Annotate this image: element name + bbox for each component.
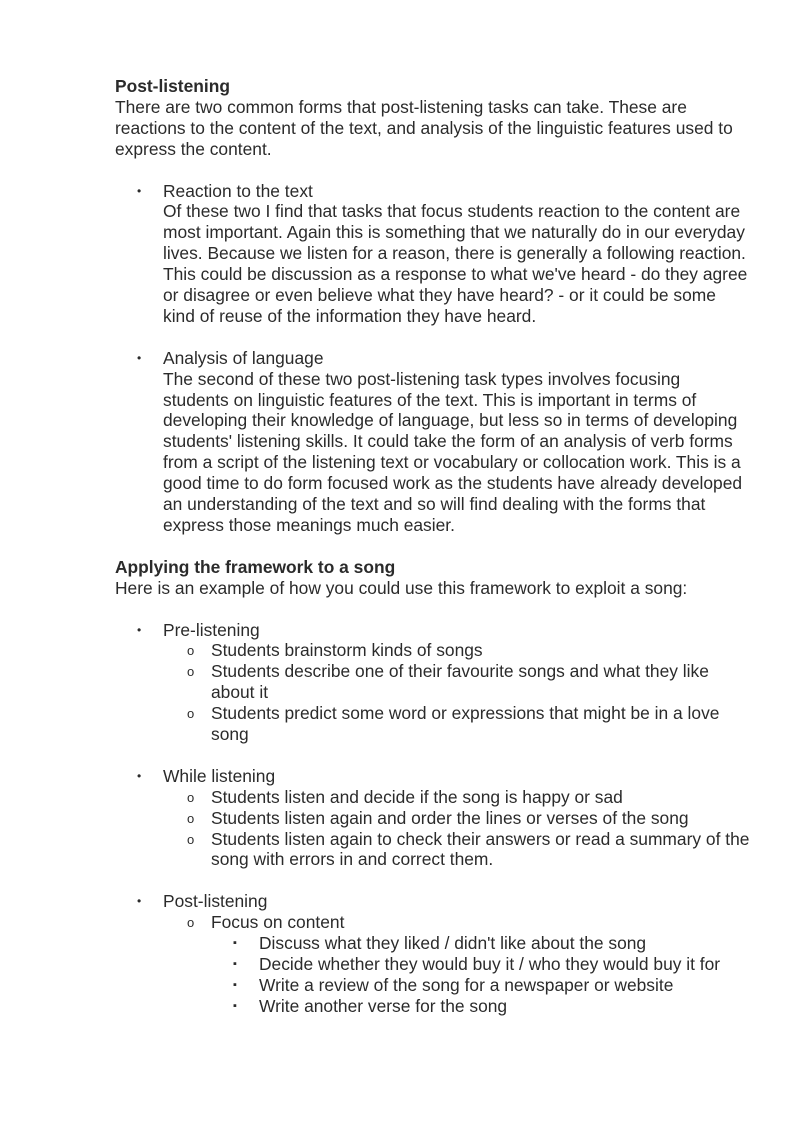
content-activities: [211, 933, 750, 1017]
list-item: [115, 348, 750, 536]
list-item: ▪ Discuss what they liked / didn't like about the song: [233, 933, 647, 954]
list-item: o Students predict some word or expressions that might be in a love song: [187, 703, 720, 745]
stage-title: Pre-listening: [163, 619, 260, 640]
item-title: Reaction to the text: [163, 180, 313, 201]
stage-title: While listening: [163, 765, 276, 786]
item-body: Of these two I find that tasks that focus students reaction to the content are most important. Again this is something that we naturally do in our everyday lives. Because we listen for a reason, there is generally a following reaction. This could be discussion as a response to what we've heard - do they agree or disagree or even believe what they have heard? - or it could be some kind of reuse of the information they have heard.: [163, 201, 748, 326]
document-page: [115, 76, 750, 1017]
list-item: o Students listen again and order the lines or verses of the song: [187, 807, 689, 828]
list-item: [115, 181, 750, 327]
circle-bullet-icon: o: [187, 789, 195, 805]
post-listening-list: [115, 181, 750, 536]
square-bullet-icon: ▪: [233, 978, 237, 991]
list-item: [163, 912, 750, 1017]
list-item: o Students listen and decide if the song is happy or sad: [187, 786, 623, 807]
list-item: ▪ Write a review of the song for a newspaper or website: [233, 974, 674, 995]
circle-bullet-icon: o: [187, 915, 195, 931]
circle-bullet-icon: o: [187, 706, 195, 722]
circle-bullet-icon: o: [187, 810, 195, 826]
list-item: ▪ Write another verse for the song: [233, 995, 508, 1016]
sub-stage-title: Focus on content: [211, 912, 345, 933]
circle-bullet-icon: o: [187, 643, 195, 659]
list-item: o Students describe one of their favourite songs and what they like about it: [187, 661, 709, 703]
section-intro-applying-framework: Here is an example of how you could use this framework to exploit a song:: [115, 577, 688, 598]
stage-post-listening: [115, 891, 750, 1016]
stage-activities: [163, 640, 750, 745]
list-item: ▪ Decide whether they would buy it / who they would buy it for: [233, 953, 721, 974]
list-item: o Students listen again to check their answers or read a summary of the song with errors in and correct them.: [187, 828, 750, 870]
section-intro-post-listening: There are two common forms that post-listening tasks can take. These are reactions to the content of the text, and analysis of the linguistic features used to express the content.: [115, 96, 733, 159]
stage-while-listening: [115, 766, 750, 871]
stage-pre-listening: [115, 620, 750, 745]
square-bullet-icon: ▪: [233, 957, 237, 970]
item-title: Analysis of language: [163, 347, 324, 368]
circle-bullet-icon: o: [187, 664, 195, 680]
stage-title: Post-listening: [163, 891, 268, 912]
section-heading-applying-framework: Applying the framework to a song: [115, 556, 396, 577]
circle-bullet-icon: o: [187, 831, 195, 847]
song-framework-list: [115, 620, 750, 1017]
bullet-icon: •: [137, 183, 142, 198]
section-heading-post-listening: Post-listening: [115, 76, 230, 96]
bullet-icon: •: [137, 622, 142, 637]
item-body: The second of these two post-listening task types involves focusing students on linguistic features of the text. This is important in terms of developing their knowledge of language, but less so in terms of developing students' listening skills. It could take the form of an analysis of verb forms from a script of the listening text or vocabulary or collocation work. This is a good time to do form focused work as the students have already developed an understanding of the text and so will find dealing with the forms that express those meanings much easier.: [163, 368, 743, 535]
bullet-icon: •: [137, 768, 142, 783]
stage-activities: [163, 912, 750, 1017]
square-bullet-icon: ▪: [233, 937, 237, 950]
bullet-icon: •: [137, 894, 142, 909]
square-bullet-icon: ▪: [233, 999, 237, 1012]
bullet-icon: •: [137, 350, 142, 365]
stage-activities: [163, 787, 750, 871]
list-item: o Students brainstorm kinds of songs: [187, 640, 483, 661]
